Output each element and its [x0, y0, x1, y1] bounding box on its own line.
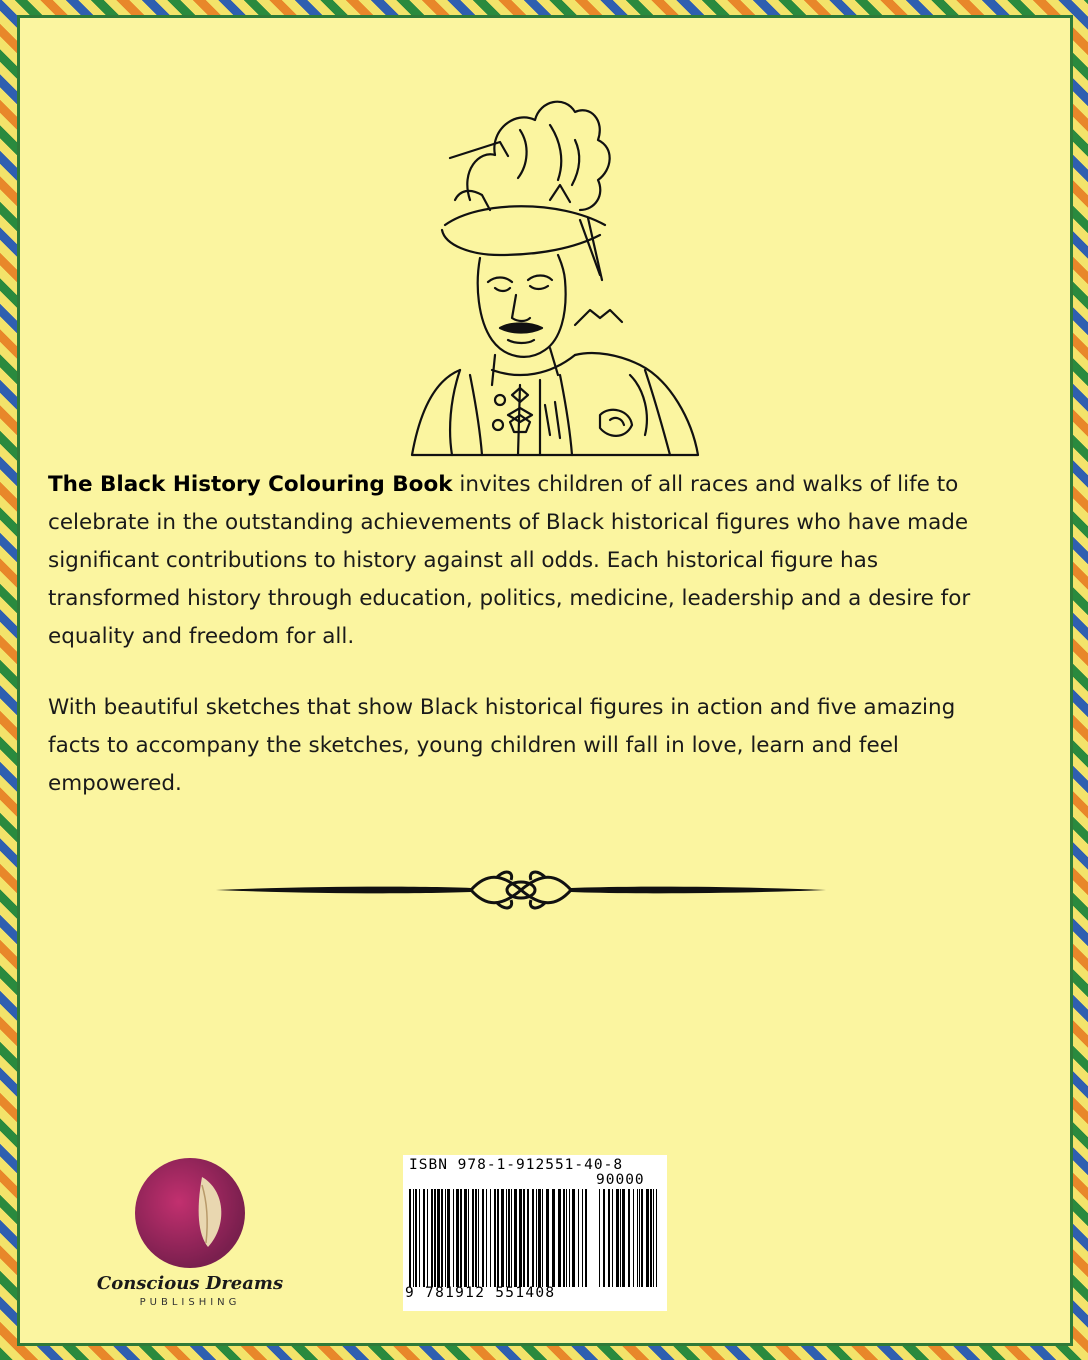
barcode-bars	[409, 1189, 661, 1287]
historical-figure-illustration	[400, 70, 700, 465]
description-paragraph-2: With beautiful sketches that show Black historical figures in action and five amazing facts to accompany the sketches, young children will fall in love, learn and feel empowered.	[48, 695, 956, 796]
publisher-logo	[90, 1155, 290, 1315]
book-title: The Black History Colouring Book	[48, 472, 453, 497]
description-text	[48, 466, 1008, 836]
publisher-subtitle: PUBLISHING	[139, 1297, 241, 1308]
isbn-barcode	[403, 1155, 667, 1311]
publisher-name: Conscious Dreams	[96, 1273, 284, 1294]
publisher-emblem-icon	[90, 1155, 290, 1273]
isbn-text: ISBN 978-1-912551-40-8	[409, 1157, 624, 1173]
price-code-text: 90000	[596, 1172, 645, 1188]
ornamental-divider	[196, 868, 846, 912]
description-paragraph-1-text: invites children of all races and walks of life to celebrate in the outstanding achievements of Black historical figures who have made significant contributions to history against all odds. Each historical figure has transformed history through education, politics, medicine, leadership and a desire for equality and freedom for all.	[48, 472, 971, 649]
barcode-digits: 9 781912 551408	[405, 1285, 556, 1301]
description-paragraph-1	[48, 466, 1008, 656]
